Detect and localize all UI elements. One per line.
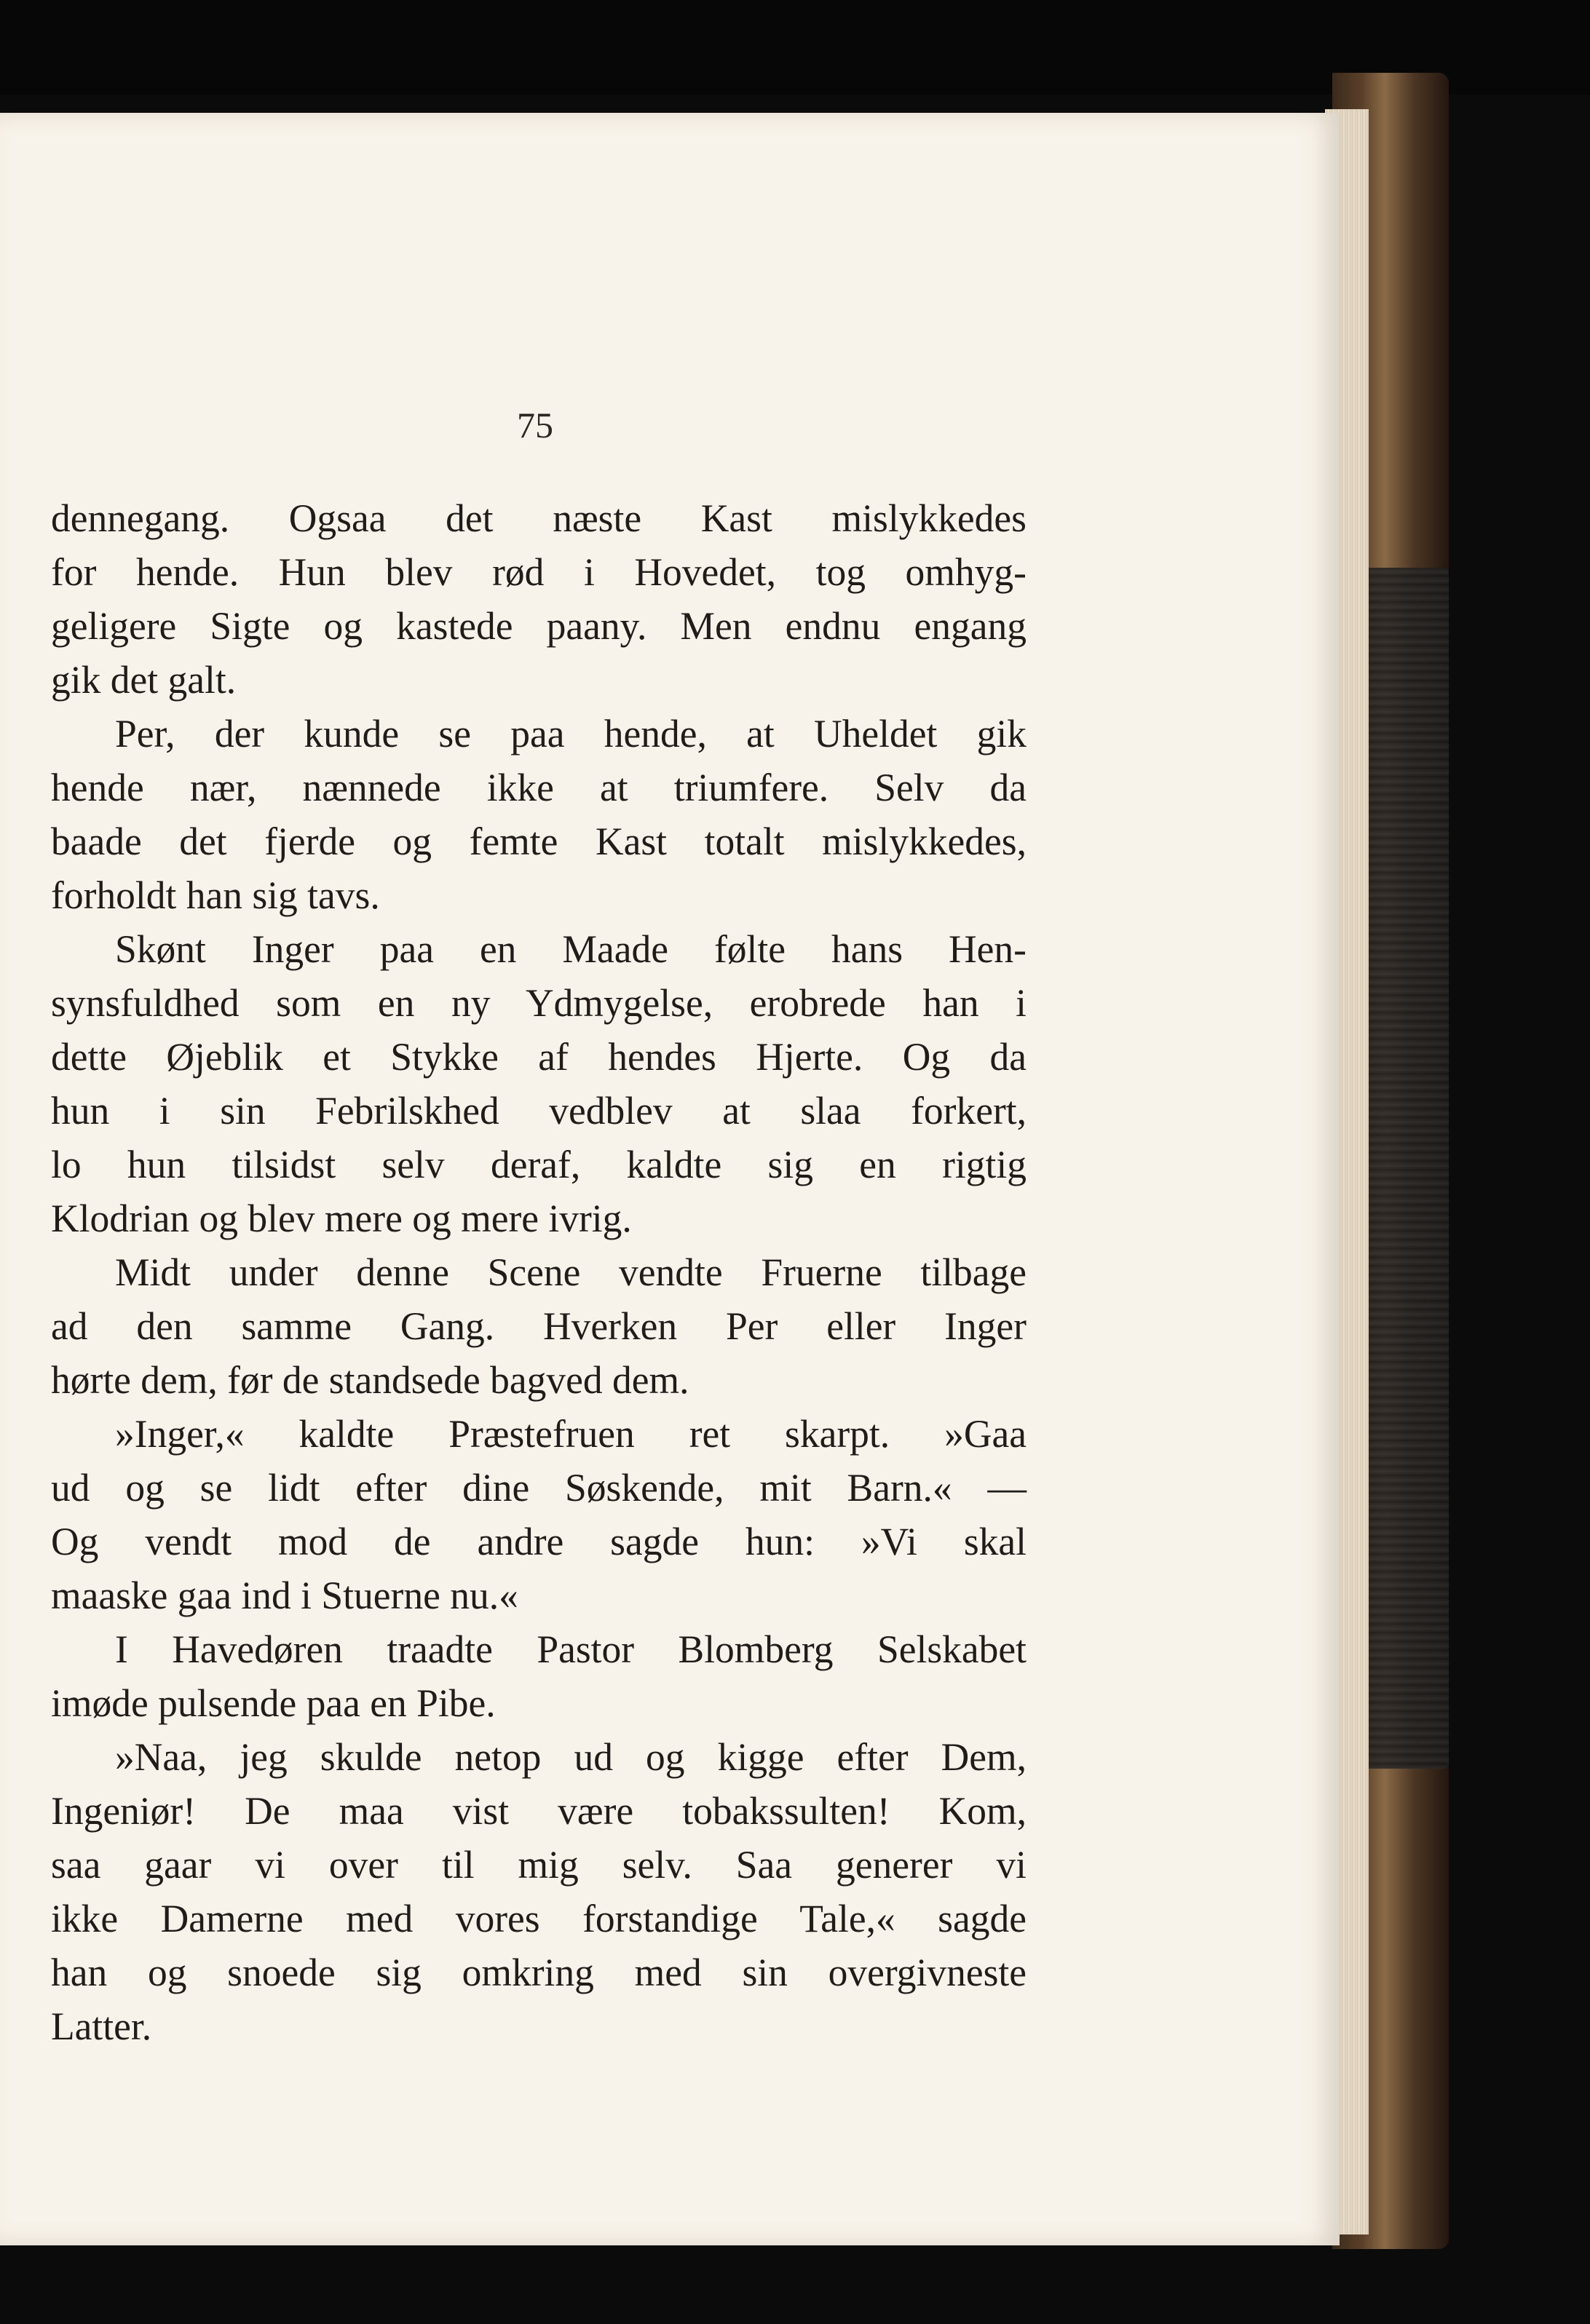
text-line: dennegang. Ogsaa det næste Kast mislykkedes bbox=[51, 496, 1027, 540]
text-line: Midt under denne Scene vendte Fruerne tilbage bbox=[115, 1250, 1027, 1294]
text-line: hun i sin Febrilskhed vedblev at slaa forkert, bbox=[51, 1089, 1027, 1133]
text-line: forholdt han sig tavs. bbox=[51, 873, 380, 917]
text-line: baade det fjerde og femte Kast totalt mislykkedes, bbox=[51, 820, 1027, 863]
paragraph bbox=[51, 491, 1027, 707]
text-line: geligere Sigte og kastede paany. Men endnu engang bbox=[51, 604, 1027, 648]
paragraph bbox=[51, 1622, 1027, 1730]
text-line: imøde pulsende paa en Pibe. bbox=[51, 1681, 496, 1725]
text-line: ad den samme Gang. Hverken Per eller Inger bbox=[51, 1304, 1027, 1348]
text-line: Latter. bbox=[51, 2004, 152, 2048]
text-line: han og snoede sig omkring med sin overgivneste bbox=[51, 1951, 1027, 1994]
paragraph bbox=[51, 707, 1027, 922]
text-line: I Havedøren traadte Pastor Blomberg Selskabet bbox=[115, 1627, 1027, 1671]
text-line: dette Øjeblik et Stykke af hendes Hjerte. Og da bbox=[51, 1035, 1027, 1079]
paragraph bbox=[51, 1730, 1027, 2053]
text-line: hørte dem, før de standsede bagved dem. bbox=[51, 1358, 689, 1402]
paragraph bbox=[51, 922, 1027, 1245]
paragraph bbox=[51, 1245, 1027, 1407]
page-text bbox=[51, 491, 1027, 2053]
text-line: hende nær, nænnede ikke at triumfere. Selv da bbox=[51, 766, 1027, 809]
text-line: Ingeniør! De maa vist være tobakssulten! Kom, bbox=[51, 1789, 1027, 1833]
text-line: »Inger,« kaldte Præstefruen ret skarpt. »Gaa bbox=[115, 1412, 1027, 1456]
text-line: for hende. Hun blev rød i Hovedet, tog omhyg- bbox=[51, 550, 1027, 594]
text-line: Og vendt mod de andre sagde hun: »Vi skal bbox=[51, 1520, 1027, 1563]
text-line: Per, der kunde se paa hende, at Uheldet gik bbox=[115, 712, 1027, 756]
text-line: ud og se lidt efter dine Søskende, mit Barn.« — bbox=[51, 1466, 1027, 1510]
text-line: Skønt Inger paa en Maade følte hans Hen- bbox=[115, 927, 1027, 971]
text-line: lo hun tilsidst selv deraf, kaldte sig en rigtig bbox=[51, 1143, 1027, 1186]
text-line: saa gaar vi over til mig selv. Saa generer vi bbox=[51, 1843, 1027, 1887]
text-line: synsfuldhed som en ny Ydmygelse, erobrede han i bbox=[51, 981, 1027, 1025]
book-cover-texture bbox=[1369, 568, 1449, 1769]
text-line: Klodrian og blev mere og mere ivrig. bbox=[51, 1197, 632, 1240]
text-line: ikke Damerne med vores forstandige Tale,« sagde bbox=[51, 1897, 1027, 1940]
page-number: 75 bbox=[517, 405, 553, 445]
text-line: maaske gaa ind i Stuerne nu.« bbox=[51, 1574, 518, 1617]
text-line: gik det galt. bbox=[51, 658, 237, 702]
text-line: »Naa, jeg skulde netop ud og kigge efter Dem, bbox=[115, 1735, 1027, 1779]
paragraph bbox=[51, 1407, 1027, 1622]
book-page bbox=[0, 113, 1340, 2245]
